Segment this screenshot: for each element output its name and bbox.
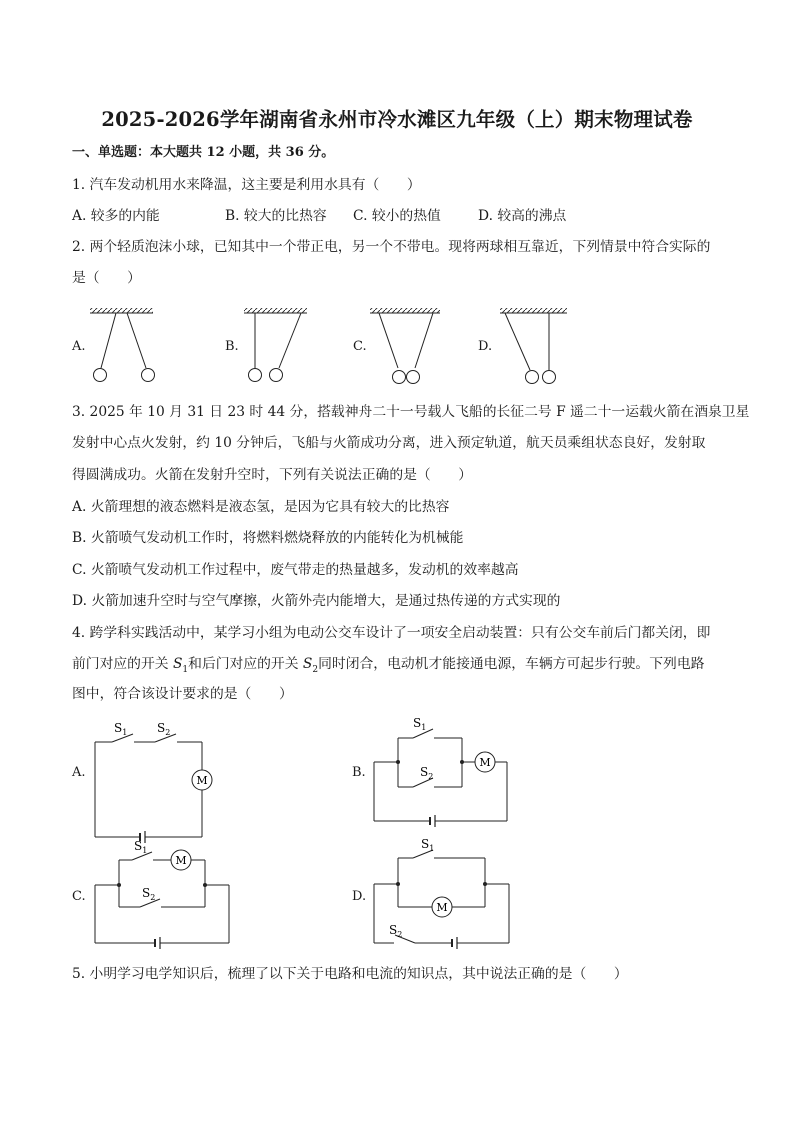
question-3-line3: 得圆满成功。火箭在发射升空时，下列有关说法正确的是（ ）	[72, 467, 473, 483]
q2-label-b: B.	[225, 339, 239, 354]
q3-option-d: D. 火箭加速升空时与空气摩擦，火箭外壳内能增大，是通过热传递的方式实现的	[72, 593, 561, 609]
q4-c-junction-right	[203, 883, 207, 887]
q4-c-junction-left	[117, 883, 121, 887]
q4-d-s1-label: $S_1$	[421, 837, 435, 853]
q4-b-junction-right	[460, 760, 464, 764]
q4-c-motor-label: M	[175, 854, 187, 867]
question-5-stem: 5. 小明学习电学知识后，梳理了以下关于电路和电流的知识点，其中说法正确的是（ ）	[72, 966, 628, 982]
q4-a-motor-label: M	[196, 774, 208, 787]
q4-c-s1-label: $S_1$	[134, 839, 148, 855]
q2-label-a: A.	[72, 339, 86, 354]
q4-d-junction-right	[483, 882, 487, 886]
question-1-stem: 1. 汽车发动机用水来降温，这主要是利用水具有（ ）	[72, 177, 421, 193]
question-4-line3: 图中，符合该设计要求的是（ ）	[72, 686, 293, 702]
q1-option-b: B. 较大的比热容	[225, 208, 327, 224]
q1-option-c: C. 较小的热值	[353, 208, 441, 224]
q4-label-d: D.	[352, 889, 367, 904]
q4-b-s2-label: $S_2$	[420, 765, 434, 781]
q4-d-motor-label: M	[436, 901, 448, 914]
q4-d-s2-label: $S_2$	[389, 923, 403, 939]
q4-d-junction-left	[396, 882, 400, 886]
q4-circuit-b	[374, 729, 507, 827]
section-heading: 一、单选题：本大题共 12 小题，共 36 分。	[72, 145, 335, 160]
q3-option-a: A. 火箭理想的液态燃料是液态氢，是因为它具有较大的比热容	[72, 499, 450, 515]
q2-label-c: C.	[353, 339, 367, 354]
q1-option-d: D. 较高的沸点	[478, 208, 567, 224]
q4-c-s2-label: $S_2$	[142, 886, 156, 902]
exam-title: 2025-2026学年湖南省永州市冷水滩区九年级（上）期末物理试卷	[101, 108, 693, 131]
q4-label-b: B.	[352, 765, 366, 780]
q4-a-s1-label: $S_1$	[114, 721, 128, 737]
q3-option-c: C. 火箭喷气发动机工作过程中，废气带走的热量越多，发动机的效率越高	[72, 562, 519, 578]
q4-circuit-a	[95, 734, 212, 843]
question-2-stem-line2: 是（ ）	[72, 270, 141, 286]
q4-b-motor-label: M	[479, 756, 491, 769]
question-2-stem-line1: 2. 两个轻质泡沫小球，已知其中一个带正电，另一个不带电。现将两球相互靠近，下列情景中符合实际的	[72, 239, 711, 255]
q4-label-a: A.	[72, 765, 86, 780]
question-4-line2: 前门对应的开关 $S_1$和后门对应的开关 $S_2$同时闭合，电动机才能接通电源，车辆方可起步行驶。下列电路	[72, 656, 705, 675]
q1-option-a: A. 较多的内能	[72, 208, 160, 224]
q3-option-b: B. 火箭喷气发动机工作时，将燃料燃烧释放的内能转化为机械能	[72, 530, 464, 546]
question-3-line2: 发射中心点火发射，约 10 分钟后，飞船与火箭成功分离，进入预定轨道，航天员乘组状态良好，发射取	[72, 435, 706, 451]
q4-b-junction-left	[396, 760, 400, 764]
q4-a-s2-label: $S_2$	[157, 721, 171, 737]
q4-circuit-c	[95, 850, 229, 949]
question-4-line1: 4. 跨学科实践活动中，某学习小组为电动公交车设计了一项安全启动装置：只有公交车前后门都关闭，即	[72, 625, 711, 641]
q4-label-c: C.	[72, 889, 86, 904]
q2-label-d: D.	[478, 339, 493, 354]
q4-b-s1-label: $S_1$	[413, 716, 427, 732]
question-3-line1: 3. 2025 年 10 月 31 日 23 时 44 分，搭载神舟二十一号载人飞船的长征二号 F 遥二十一运载火箭在酒泉卫星	[72, 404, 750, 420]
